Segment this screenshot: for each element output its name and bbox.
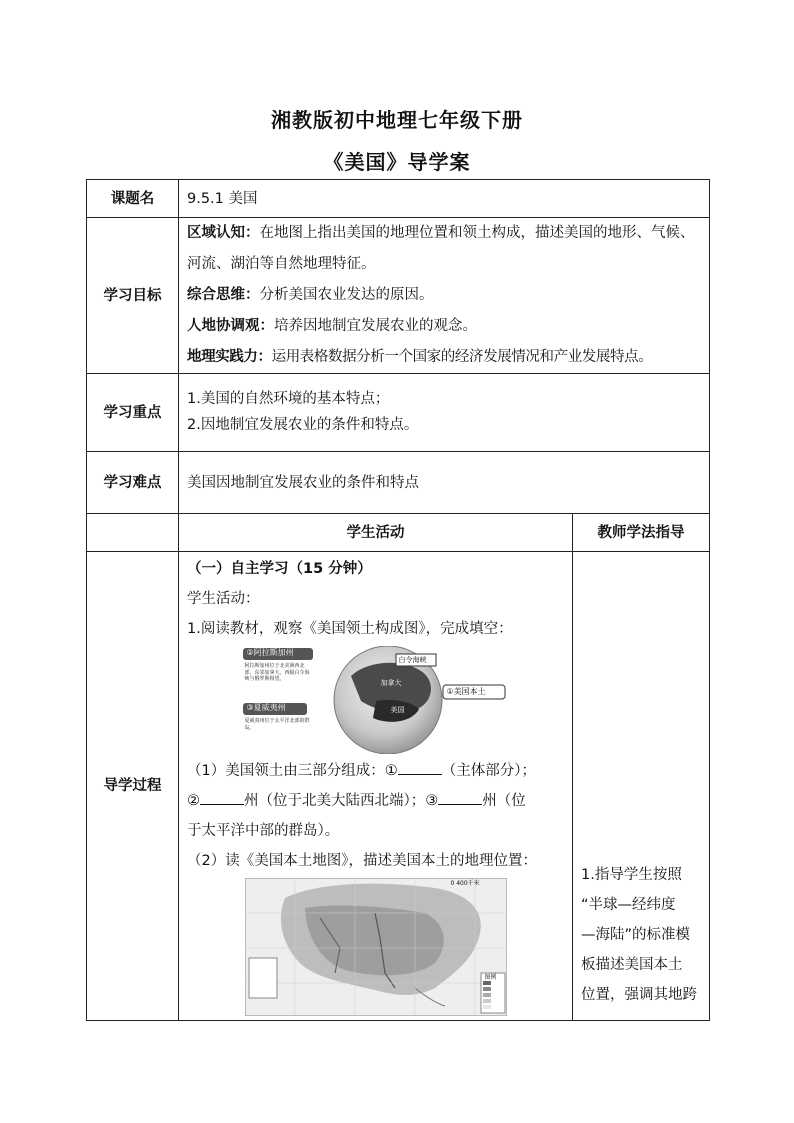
goals-label: 学习目标 bbox=[87, 218, 179, 374]
activity-label: 学生活动： bbox=[187, 591, 260, 607]
document-subtitle: 《美国》导学案 bbox=[323, 150, 471, 174]
label-canada: 加拿大 bbox=[380, 679, 402, 687]
difficulty-value: 美国因地制宜发展农业的条件和特点 bbox=[179, 452, 710, 514]
goal-item: 区域认知：在地图上指出美国的地理位置和领土构成，描述美国的地形、气候、河流、湖泊等自然地理特征。 bbox=[187, 225, 695, 272]
row-goals bbox=[87, 218, 710, 374]
mainland-map bbox=[245, 878, 507, 1016]
guide-line: —海陆”的标准模 bbox=[581, 927, 691, 943]
territory-map bbox=[241, 646, 511, 754]
fill-line-3: 于太平洋中部的群岛）。 bbox=[187, 823, 340, 839]
row-topic bbox=[87, 180, 710, 218]
key-item: 1.美国的自然环境的基本特点； bbox=[187, 391, 390, 407]
guide-line: 位置，强调其地跨 bbox=[581, 987, 697, 1003]
process-student-cell bbox=[179, 552, 573, 1021]
guide-line: 1.指导学生按照 bbox=[581, 867, 682, 883]
document-title: 湘教版初中地理七年级下册 bbox=[271, 108, 523, 132]
process-teacher-cell bbox=[573, 552, 710, 1021]
header-student: 学生活动 bbox=[179, 514, 573, 552]
key-content bbox=[179, 374, 710, 452]
label-alaska: ②阿拉斯加州 bbox=[246, 648, 294, 657]
blank-mainland[interactable] bbox=[398, 758, 442, 775]
guide-line: 板描述美国本土 bbox=[581, 957, 683, 973]
guide-line: “半球—经纬度 bbox=[581, 897, 676, 913]
topic-label: 课题名 bbox=[87, 180, 179, 218]
header-empty bbox=[87, 514, 179, 552]
goal-item: 地理实践力：运用表格数据分析一个国家的经济发展情况和产业发展特点。 bbox=[187, 349, 653, 365]
blank-alaska[interactable] bbox=[200, 788, 244, 805]
row-key bbox=[87, 374, 710, 452]
topic-value: 9.5.1 美国 bbox=[179, 180, 710, 218]
question-2: （2）读《美国本土地图》，描述美国本土的地理位置： bbox=[187, 853, 537, 869]
fill-line-2: ② 州（位于北美大陆西北端）；③ 州（位 bbox=[187, 786, 564, 816]
question-1: 1.阅读教材，观察《美国领土构成图》，完成填空： bbox=[187, 621, 513, 637]
row-process bbox=[87, 552, 710, 1021]
key-item: 2.因地制宜发展农业的条件和特点。 bbox=[187, 417, 419, 433]
goal-item: 综合思维：分析美国农业发达的原因。 bbox=[187, 287, 434, 303]
fill-line-1: （1）美国领土由三部分组成：① （主体部分）； bbox=[187, 756, 564, 786]
mainland-map-graphic bbox=[245, 878, 507, 1016]
note-alaska: 阿拉斯加州位于北美洲西北部，东邻加拿大，西隔白令海峡与俄罗斯相望。 bbox=[244, 663, 310, 682]
goal-item: 人地协调观：培养因地制宜发展农业的观念。 bbox=[187, 318, 477, 334]
row-difficulty bbox=[87, 452, 710, 514]
difficulty-label: 学习难点 bbox=[87, 452, 179, 514]
section-heading: （一）自主学习（15 分钟） bbox=[187, 561, 372, 577]
goals-content bbox=[179, 218, 710, 374]
map2-legend-title: 图例 bbox=[484, 974, 497, 981]
row-header bbox=[87, 514, 710, 552]
map2-scale: 0 400千米 bbox=[450, 880, 480, 887]
label-mainland: ①美国本土 bbox=[446, 687, 486, 696]
note-hawaii: 夏威夷州位于太平洋北部的群岛。 bbox=[244, 718, 310, 731]
label-hawaii: ③夏威夷州 bbox=[246, 703, 286, 712]
process-label: 导学过程 bbox=[87, 552, 179, 1021]
header-teacher: 教师学法指导 bbox=[573, 514, 710, 552]
key-label: 学习重点 bbox=[87, 374, 179, 452]
blank-hawaii[interactable] bbox=[438, 788, 482, 805]
lesson-table bbox=[86, 179, 710, 1021]
label-strait: 白令海峡 bbox=[398, 656, 427, 664]
label-usa: 美国 bbox=[390, 706, 405, 714]
